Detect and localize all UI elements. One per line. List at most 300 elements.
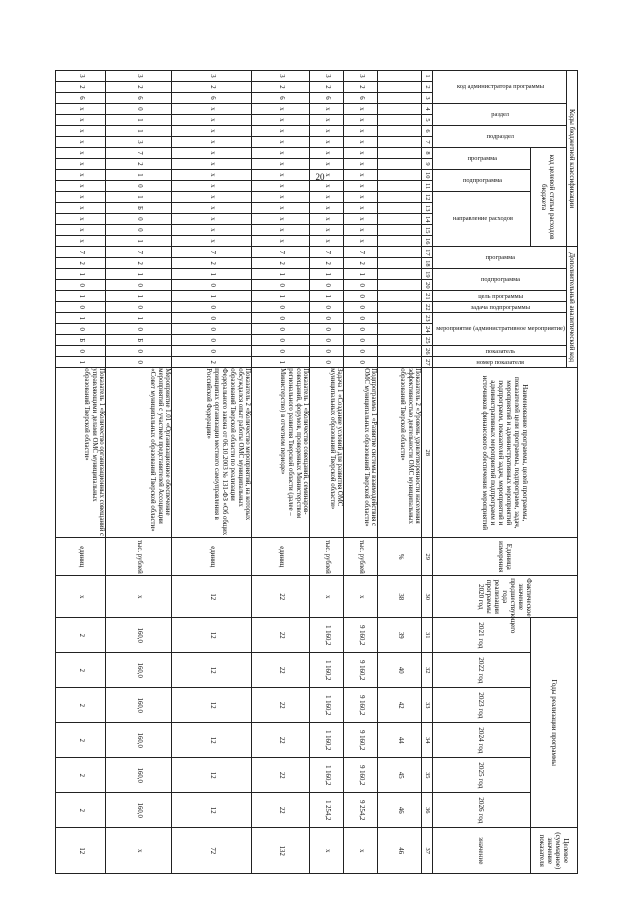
code-cell: 1 (56, 291, 106, 302)
code-cell: 1 (344, 269, 378, 280)
code-cell: 3 (310, 71, 344, 82)
podrazdel-header: подраздел (432, 126, 566, 148)
code-cell: x (310, 159, 344, 170)
code-cell: 7 (172, 247, 252, 258)
target-cell: 72 (172, 828, 252, 874)
code-cell: x (252, 104, 310, 115)
code-cell (378, 159, 422, 170)
column-number: 18 (422, 258, 432, 269)
code-cell (378, 203, 422, 214)
column-number: 16 (422, 236, 432, 247)
code-cell: 0 (310, 357, 344, 368)
year-value-cell: 2 (56, 653, 106, 688)
code-cell: 0 (56, 346, 106, 357)
unit-cell: тыс. рублей (106, 538, 172, 576)
admin-code-header: код администратора программы (432, 71, 566, 104)
year-value-cell: 1 160,2 (310, 653, 344, 688)
code-cell: 0 (106, 302, 172, 313)
column-number: 35 (422, 758, 432, 793)
code-cell (378, 115, 422, 126)
code-cell: x (310, 181, 344, 192)
code-cell: 2 (344, 82, 378, 93)
code-cell: 0 (172, 346, 252, 357)
year-value-cell: 9 160,2 (344, 618, 378, 653)
code-cell (378, 269, 422, 280)
year-header: 2021 год (432, 618, 530, 653)
year-value-cell: 1 160,2 (310, 758, 344, 793)
code-cell: 1 (56, 269, 106, 280)
code-cell: x (252, 192, 310, 203)
target-cell: x (310, 828, 344, 874)
code-cell: 1 (106, 291, 172, 302)
code-cell: 0 (106, 104, 172, 115)
code-cell: x (56, 137, 106, 148)
program-indicators-table (55, 70, 578, 874)
code-cell (378, 258, 422, 269)
year-value-cell: 12 (172, 723, 252, 758)
year-value-cell: 39 (378, 618, 422, 653)
code-cell: x (56, 181, 106, 192)
year-value-cell: 2 (56, 793, 106, 828)
target-cell: 46 (378, 828, 422, 874)
code-cell: 1 (56, 313, 106, 324)
code-cell: x (56, 214, 106, 225)
row-name-cell: Показатель 2 «Уровень удовлетворенности населения эффективностью деятельности ОМС муниципальных образований Тверской области» (378, 368, 422, 538)
code-cell (378, 225, 422, 236)
target-cell: x (106, 828, 172, 874)
year-value-cell: 12 (172, 793, 252, 828)
year-value-cell: 12 (172, 758, 252, 793)
code-cell: 2 (310, 82, 344, 93)
table-row (56, 71, 106, 874)
code-cell: 7 (344, 247, 378, 258)
year-header: 2024 год (432, 723, 530, 758)
code-cell: 6 (106, 93, 172, 104)
code-cell (378, 313, 422, 324)
code-cell: 7 (106, 148, 172, 159)
code-cell (378, 236, 422, 247)
code-cell: 3 (172, 71, 252, 82)
code-cell: Б (56, 335, 106, 346)
code-cell: 2 (106, 159, 172, 170)
column-number: 21 (422, 291, 432, 302)
code-cell: 7 (56, 247, 106, 258)
code-cell: x (310, 192, 344, 203)
year-value-cell: 2 (56, 758, 106, 793)
code-cell: 3 (56, 71, 106, 82)
code-cell: 0 (344, 346, 378, 357)
code-cell: 1 (106, 170, 172, 181)
code-cell: 3 (106, 137, 172, 148)
year-value-cell: 12 (172, 688, 252, 723)
column-number: 22 (422, 302, 432, 313)
column-number: 11 (422, 181, 432, 192)
year-value-cell: 160,0 (106, 653, 172, 688)
analytic-code-header: Дополнительный аналитический код (566, 247, 577, 368)
code-cell: 0 (172, 280, 252, 291)
code-cell (378, 302, 422, 313)
table-row (172, 71, 252, 874)
year-value-cell: 22 (252, 758, 310, 793)
code-cell: x (344, 192, 378, 203)
budget-codes-header: Коды бюджетной классификации (566, 71, 577, 247)
code-cell: x (56, 203, 106, 214)
code-cell: 0 (310, 313, 344, 324)
year-value-cell: 160,0 (106, 688, 172, 723)
code-cell: x (310, 203, 344, 214)
code-cell (378, 280, 422, 291)
year-value-cell: 9 160,2 (344, 723, 378, 758)
code-cell: 0 (252, 313, 310, 324)
code-cell: 0 (344, 357, 378, 368)
code-cell: x (310, 236, 344, 247)
code-cell: 0 (172, 324, 252, 335)
column-number: 34 (422, 723, 432, 758)
code-cell: x (344, 225, 378, 236)
year-value-cell: 22 (252, 618, 310, 653)
code-cell: 0 (344, 302, 378, 313)
kbk-program-header: программа (432, 148, 530, 170)
fact-cell: 12 (172, 576, 252, 618)
fact-cell: x (56, 576, 106, 618)
code-cell: x (172, 126, 252, 137)
program-table-rotated (77, 70, 578, 870)
code-cell (378, 346, 422, 357)
code-cell (378, 148, 422, 159)
page-number: 20 (315, 172, 325, 182)
code-cell: 0 (172, 302, 252, 313)
code-cell: 0 (172, 335, 252, 346)
years-group-header: Годы реализации программы (530, 618, 577, 828)
code-cell: x (252, 159, 310, 170)
code-cell: 2 (172, 258, 252, 269)
code-cell: 0 (172, 313, 252, 324)
column-number: 23 (422, 313, 432, 324)
code-cell: x (310, 115, 344, 126)
code-cell: x (310, 104, 344, 115)
table-row (252, 71, 310, 874)
code-cell: x (344, 181, 378, 192)
code-cell: 7 (106, 247, 172, 258)
column-number: 3 (422, 93, 432, 104)
code-cell: 0 (106, 357, 172, 368)
row-name-cell: Мероприятие 1.01 «Организационное обеспечение мероприятий с участием представителей Ассоциации «Совет муниципальных образований Тверской области» (106, 368, 172, 538)
year-value-cell: 40 (378, 653, 422, 688)
column-number: 13 (422, 203, 432, 214)
code-cell: 1 (106, 236, 172, 247)
razdel-header: раздел (432, 104, 566, 126)
code-cell (378, 104, 422, 115)
year-value-cell: 22 (252, 723, 310, 758)
code-cell: 0 (252, 335, 310, 346)
column-number: 12 (422, 192, 432, 203)
cp-event-header: мероприятие (административное мероприятие) (432, 313, 566, 346)
code-cell: x (344, 115, 378, 126)
code-cell (378, 181, 422, 192)
column-number: 8 (422, 148, 432, 159)
code-cell: x (344, 137, 378, 148)
table-row (310, 71, 344, 874)
code-cell: 3 (106, 71, 172, 82)
column-number: 4 (422, 104, 432, 115)
code-cell: 1 (106, 269, 172, 280)
code-cell: 0 (344, 313, 378, 324)
code-cell: x (172, 203, 252, 214)
cp-goal-header: цель программы (432, 291, 566, 302)
code-cell: x (172, 236, 252, 247)
column-number: 29 (422, 538, 432, 576)
unit-cell: единиц (172, 538, 252, 576)
column-number: 6 (422, 126, 432, 137)
column-number: 31 (422, 618, 432, 653)
code-cell: x (56, 225, 106, 236)
code-cell: 2 (344, 258, 378, 269)
code-cell: x (56, 115, 106, 126)
year-value-cell: 160,0 (106, 618, 172, 653)
year-value-cell: 160,0 (106, 758, 172, 793)
column-number: 36 (422, 793, 432, 828)
unit-cell: тыс. рублей (344, 538, 378, 576)
code-cell: x (56, 104, 106, 115)
code-cell: 1 (310, 291, 344, 302)
code-cell: x (56, 236, 106, 247)
year-value-cell: 9 160,2 (344, 653, 378, 688)
code-cell: 0 (344, 291, 378, 302)
code-cell: Б (106, 335, 172, 346)
code-cell: 0 (310, 302, 344, 313)
code-cell: 1 (106, 115, 172, 126)
name-column-header: Наименование программы, целей программы, показателей цели программы, подпрограмм, задач, мероприятий и административных мероприятий подпрограмм, показателей задач, мероприятий и административных мероприятий подпрограмм и источников финансового обеспечения мероприятий (432, 368, 577, 538)
code-cell (378, 82, 422, 93)
code-cell: x (344, 126, 378, 137)
code-cell (378, 335, 422, 346)
table-row (378, 71, 422, 874)
code-cell: 6 (252, 93, 310, 104)
header-row-1 (566, 71, 577, 874)
code-cell (378, 291, 422, 302)
code-cell (378, 93, 422, 104)
code-cell (378, 357, 422, 368)
code-cell: 6 (172, 93, 252, 104)
code-cell: 1 (172, 291, 252, 302)
year-value-cell: 1 160,2 (310, 723, 344, 758)
year-value-cell: 160,0 (106, 723, 172, 758)
year-value-cell: 160,0 (106, 793, 172, 828)
code-cell: 2 (56, 258, 106, 269)
code-cell: x (252, 236, 310, 247)
code-cell: 1 (310, 269, 344, 280)
target-group-header: Целевое (суммарное) значение показателя (530, 828, 577, 874)
code-cell: 0 (310, 280, 344, 291)
year-value-cell: 45 (378, 758, 422, 793)
code-cell: x (172, 115, 252, 126)
code-cell: x (344, 236, 378, 247)
row-name-cell: Задача 1 «Создание условий для развития ОМС муниципальных образований Тверской области» (310, 368, 344, 538)
fact-cell: x (106, 576, 172, 618)
code-cell: x (252, 126, 310, 137)
code-cell: 0 (252, 346, 310, 357)
code-cell: 3 (252, 71, 310, 82)
code-cell (378, 192, 422, 203)
code-cell: x (252, 225, 310, 236)
code-cell: x (172, 148, 252, 159)
unit-cell: единиц (56, 538, 106, 576)
cp-program-header: программа (432, 247, 566, 269)
code-cell: 0 (106, 324, 172, 335)
year-value-cell: 1 160,2 (310, 688, 344, 723)
fact-cell: 38 (378, 576, 422, 618)
code-cell: x (252, 214, 310, 225)
fact-cell: x (310, 576, 344, 618)
year-value-cell: 22 (252, 653, 310, 688)
code-cell: 2 (106, 258, 172, 269)
code-cell: x (56, 126, 106, 137)
code-cell: x (310, 225, 344, 236)
code-cell: x (344, 170, 378, 181)
code-cell: x (344, 214, 378, 225)
column-number: 5 (422, 115, 432, 126)
code-cell (378, 137, 422, 148)
code-cell: x (252, 148, 310, 159)
code-cell: x (252, 170, 310, 181)
year-value-cell: 46 (378, 793, 422, 828)
code-cell: 1 (252, 269, 310, 280)
code-cell: 0 (56, 280, 106, 291)
code-cell: x (56, 170, 106, 181)
code-cell (378, 126, 422, 137)
year-header: 2026 год (432, 793, 530, 828)
column-number-row (422, 71, 432, 874)
row-name-cell: Подпрограмма 1 «Развитие системы взаимодействия с ОМС муниципальных образований Тверской области» (344, 368, 378, 538)
code-cell: 6 (56, 93, 106, 104)
year-value-cell: 12 (172, 618, 252, 653)
code-cell: 0 (344, 280, 378, 291)
code-cell: x (310, 170, 344, 181)
year-value-cell: 44 (378, 723, 422, 758)
column-number: 15 (422, 225, 432, 236)
code-cell: 0 (252, 324, 310, 335)
row-name-cell: Показатель 1 «Количество совещаний, семинаров-совещаний, форумов, проведенных Министерством регионального развития Тверской области (далее – Министерство) в отчетном периоде» (252, 368, 310, 538)
year-value-cell: 2 (56, 618, 106, 653)
code-cell: x (172, 214, 252, 225)
year-value-cell: 9 160,2 (344, 688, 378, 723)
column-number: 25 (422, 335, 432, 346)
code-cell: 2 (252, 82, 310, 93)
code-cell: 2 (106, 82, 172, 93)
code-cell: x (172, 137, 252, 148)
year-value-cell: 9 254,2 (344, 793, 378, 828)
code-cell: x (344, 148, 378, 159)
unit-cell: единиц (252, 538, 310, 576)
column-number: 32 (422, 653, 432, 688)
code-cell: x (252, 115, 310, 126)
cp-number-header: номер показателя (432, 357, 566, 368)
year-value-cell: 1 160,2 (310, 618, 344, 653)
code-cell: x (172, 192, 252, 203)
table-row (344, 71, 378, 874)
column-number: 1 (422, 71, 432, 82)
column-number: 27 (422, 357, 432, 368)
target-cell: 12 (56, 828, 106, 874)
code-cell (378, 324, 422, 335)
column-number: 26 (422, 346, 432, 357)
kbk-header: код целевой статьи расходов бюджета (530, 148, 566, 247)
column-number: 37 (422, 828, 432, 874)
column-number: 33 (422, 688, 432, 723)
target-cell: 132 (252, 828, 310, 874)
code-cell: x (172, 225, 252, 236)
code-cell: 2 (56, 82, 106, 93)
year-value-cell: 2 (56, 723, 106, 758)
rotated-table-area (77, 70, 578, 870)
row-name-cell: Показатель 2 «Количество мероприятий, на которых обсуждался опыт работы ОМС муниципальных образований Тверской области по реализации Федерального закона от 06.10.2003 № 131-ФЗ «Об общих принципах организации местного самоуправления в Российской Федерации» (172, 368, 252, 538)
kbk-direction-header: направление расходов (432, 192, 530, 247)
code-cell: 0 (344, 324, 378, 335)
code-cell: x (172, 159, 252, 170)
code-cell (378, 247, 422, 258)
code-cell: x (344, 203, 378, 214)
code-cell: 0 (310, 346, 344, 357)
code-cell: 2 (172, 357, 252, 368)
code-cell: x (252, 203, 310, 214)
code-cell: 2 (252, 258, 310, 269)
code-cell: x (172, 170, 252, 181)
column-number: 9 (422, 159, 432, 170)
code-cell: x (310, 214, 344, 225)
kbk-subprogram-header: подпрограмма (432, 170, 530, 192)
code-cell: x (172, 104, 252, 115)
code-cell: x (310, 148, 344, 159)
unit-cell: % (378, 538, 422, 576)
code-cell: 7 (310, 247, 344, 258)
code-cell: 0 (106, 181, 172, 192)
code-cell (378, 71, 422, 82)
code-cell: x (252, 137, 310, 148)
column-number: 28 (422, 368, 432, 538)
code-cell: x (344, 104, 378, 115)
code-cell: 6 (344, 93, 378, 104)
column-number: 24 (422, 324, 432, 335)
code-cell: 0 (252, 280, 310, 291)
code-cell: x (56, 159, 106, 170)
year-value-cell: 1 254,2 (310, 793, 344, 828)
code-cell: Б (106, 203, 172, 214)
year-header: 2023 год (432, 688, 530, 723)
code-cell: 0 (310, 335, 344, 346)
code-cell: 6 (310, 93, 344, 104)
code-cell: 0 (106, 214, 172, 225)
table-row (106, 71, 172, 874)
code-cell: 0 (56, 324, 106, 335)
code-cell: x (172, 181, 252, 192)
year-value-cell: 12 (172, 653, 252, 688)
year-header: 2022 год (432, 653, 530, 688)
code-cell: 1 (106, 126, 172, 137)
column-number: 17 (422, 247, 432, 258)
code-cell: x (344, 159, 378, 170)
code-cell: x (56, 148, 106, 159)
code-cell: 1 (56, 357, 106, 368)
target-cell: x (344, 828, 378, 874)
column-number: 10 (422, 170, 432, 181)
column-number: 7 (422, 137, 432, 148)
fact-column-header: Фактическое значение предшествующего года реализации программы 2020 год (432, 576, 577, 618)
code-cell: x (56, 192, 106, 203)
code-cell: x (252, 181, 310, 192)
code-cell: 0 (310, 324, 344, 335)
column-number: 30 (422, 576, 432, 618)
code-cell: x (310, 137, 344, 148)
